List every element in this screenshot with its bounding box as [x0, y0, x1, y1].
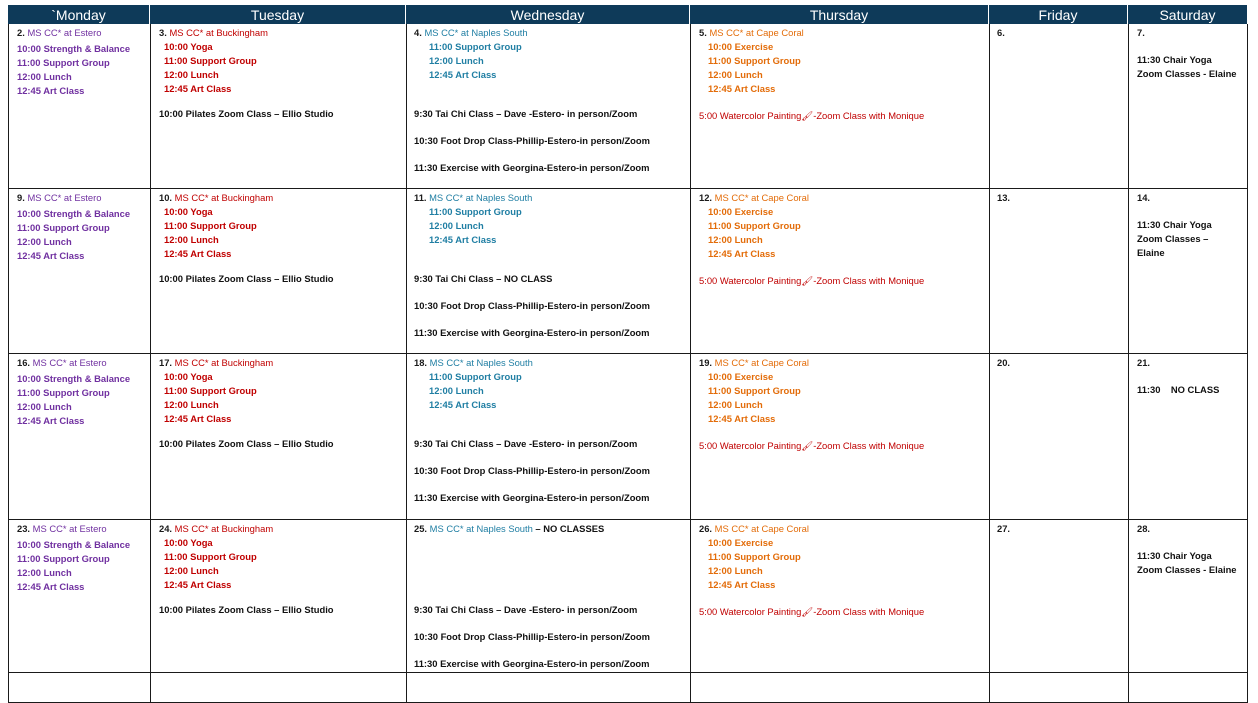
day-cell-empty[interactable] — [8, 673, 150, 703]
day-cell-thursday[interactable] — [690, 520, 989, 673]
day-cell-tuesday[interactable] — [150, 354, 406, 520]
schedule-item: 12:00 Lunch — [708, 234, 763, 245]
day-cell-wednesday[interactable] — [406, 520, 690, 673]
schedule-item: 11:00 Support Group — [164, 220, 257, 231]
schedule-item: 12:45 Art Class — [708, 579, 776, 590]
chair-yoga-note: 11:30 Chair Yoga — [1137, 54, 1212, 65]
day-number: 4. — [414, 27, 422, 38]
schedule-item: 11:00 Support Group — [164, 55, 257, 66]
schedule-item: 12:00 Lunch — [429, 220, 484, 231]
location-label: MS CC* at Buckingham — [174, 357, 274, 368]
day-number: 25. — [414, 523, 428, 534]
schedule-item: 12:45 Art Class — [429, 234, 497, 245]
day-number: 9. — [17, 192, 25, 203]
schedule-item: 12:45 Art Class — [164, 83, 232, 94]
schedule-item: 11:00 Support Group — [708, 55, 801, 66]
schedule-item: 12:00 Lunch — [17, 71, 72, 82]
zoom-class: 11:30 Exercise with Georgina-Estero-in person/Zoom — [414, 327, 650, 338]
day-heading — [699, 192, 809, 204]
zoom-class: 5:00 Watercolor Painting🖌-Zoom Class with Monique — [699, 110, 925, 121]
schedule-item: 12:45 Art Class — [429, 399, 497, 410]
location-label: MS CC* at Naples South — [429, 523, 533, 534]
schedule-item: 11:00 Support Group — [708, 385, 801, 396]
header-thursday: Thursday — [690, 5, 989, 24]
zoom-class: 9:30 Tai Chi Class – Dave -Estero- in person/Zoom — [414, 604, 638, 615]
day-heading — [414, 27, 528, 39]
day-number: 21. — [1137, 357, 1151, 368]
schedule-item: 12:00 Lunch — [17, 567, 72, 578]
schedule-item: 12:45 Art Class — [708, 413, 776, 424]
schedule-item: 12:45 Art Class — [164, 248, 232, 259]
day-number: 26. — [699, 523, 713, 534]
zoom-class: 10:00 Pilates Zoom Class – Ellio Studio — [159, 273, 334, 284]
schedule-item: 11:00 Support Group — [164, 551, 257, 562]
day-cell-empty[interactable] — [690, 673, 989, 703]
schedule-item: 11:00 Support Group — [429, 41, 522, 52]
zoom-class: 9:30 Tai Chi Class – Dave -Estero- in person/Zoom — [414, 108, 638, 119]
chair-yoga-note: 11:30 Chair Yoga — [1137, 550, 1212, 561]
day-cell-friday[interactable] — [989, 520, 1128, 673]
zoom-class: 9:30 Tai Chi Class – Dave -Estero- in person/Zoom — [414, 438, 638, 449]
schedule-item: 12:45 Art Class — [164, 413, 232, 424]
day-heading — [699, 357, 809, 369]
day-cell-monday[interactable] — [8, 520, 150, 673]
day-cell-monday[interactable] — [8, 24, 150, 189]
day-cell-friday[interactable] — [989, 354, 1128, 520]
day-cell-friday[interactable] — [989, 189, 1128, 354]
schedule-item: 12:00 Lunch — [164, 234, 219, 245]
day-cell-empty[interactable] — [150, 673, 406, 703]
day-number: 18. — [414, 357, 428, 368]
day-cell-thursday[interactable] — [690, 189, 989, 354]
no-classes-note: – NO CLASSES — [532, 523, 605, 534]
schedule-item: 11:00 Support Group — [17, 222, 110, 233]
schedule-item: 10:00 Strength & Balance — [17, 373, 131, 384]
day-cell-wednesday[interactable] — [406, 189, 690, 354]
day-number: 16. — [17, 357, 31, 368]
zoom-class: 10:00 Pilates Zoom Class – Ellio Studio — [159, 108, 334, 119]
schedule-item: 11:00 Support Group — [708, 220, 801, 231]
schedule-item: 11:00 Support Group — [17, 553, 110, 564]
zoom-class: 5:00 Watercolor Painting🖌-Zoom Class with Monique — [699, 606, 925, 617]
chair-yoga-note: Zoom Classes – — [1137, 233, 1209, 244]
schedule-item: 11:00 Support Group — [17, 57, 110, 68]
schedule-item: 11:00 Support Group — [164, 385, 257, 396]
zoom-class: 10:00 Pilates Zoom Class – Ellio Studio — [159, 438, 334, 449]
location-label: MS CC* at Cape Coral — [714, 523, 809, 534]
day-number: 19. — [699, 357, 713, 368]
schedule-item: 12:00 Lunch — [164, 69, 219, 80]
day-heading — [17, 192, 101, 204]
day-heading — [159, 523, 273, 535]
day-number: 17. — [159, 357, 173, 368]
location-label: MS CC* at Buckingham — [174, 523, 274, 534]
day-heading — [414, 523, 604, 535]
day-cell-saturday[interactable] — [1128, 189, 1248, 354]
schedule-item: 12:00 Lunch — [708, 69, 763, 80]
day-heading — [17, 523, 107, 535]
schedule-item: 11:00 Support Group — [429, 206, 522, 217]
day-heading — [414, 192, 532, 204]
schedule-item: 12:45 Art Class — [429, 69, 497, 80]
schedule-item: 12:45 Art Class — [17, 250, 85, 261]
day-heading — [159, 357, 273, 369]
chair-yoga-note: Zoom Classes - Elaine — [1137, 564, 1237, 575]
day-cell-empty[interactable] — [406, 673, 690, 703]
day-heading — [159, 192, 273, 204]
day-cell-tuesday[interactable] — [150, 189, 406, 354]
day-cell-saturday[interactable] — [1128, 24, 1248, 189]
schedule-item: 10:00 Exercise — [708, 41, 774, 52]
schedule-item: 10:00 Yoga — [164, 371, 213, 382]
schedule-item: 11:00 Support Group — [708, 551, 801, 562]
zoom-class: 10:30 Foot Drop Class-Phillip-Estero-in person/Zoom — [414, 135, 650, 146]
day-cell-thursday[interactable] — [690, 24, 989, 189]
schedule-item: 12:00 Lunch — [17, 236, 72, 247]
day-number: 27. — [997, 523, 1011, 534]
schedule-item: 12:45 Art Class — [17, 415, 85, 426]
schedule-item: 12:45 Art Class — [17, 85, 85, 96]
day-number: 24. — [159, 523, 173, 534]
day-number: 20. — [997, 357, 1011, 368]
location-label: MS CC* at Estero — [27, 192, 102, 203]
schedule-item: 10:00 Strength & Balance — [17, 208, 131, 219]
day-cell-tuesday[interactable] — [150, 24, 406, 189]
header-saturday: Saturday — [1128, 5, 1248, 24]
zoom-class: 5:00 Watercolor Painting🖌-Zoom Class with Monique — [699, 275, 925, 286]
zoom-class: 10:30 Foot Drop Class-Phillip-Estero-in person/Zoom — [414, 465, 650, 476]
day-number: 2. — [17, 27, 25, 38]
schedule-item: 11:00 Support Group — [17, 387, 110, 398]
location-label: MS CC* at Buckingham — [169, 27, 268, 38]
day-cell-empty[interactable] — [989, 673, 1128, 703]
location-label: MS CC* at Naples South — [429, 192, 533, 203]
calendar-grid — [8, 5, 1248, 695]
day-heading — [159, 27, 268, 39]
day-number: 14. — [1137, 192, 1151, 203]
day-cell-monday[interactable] — [8, 354, 150, 520]
zoom-class: 11:30 Exercise with Georgina-Estero-in person/Zoom — [414, 492, 650, 503]
schedule-item: 10:00 Exercise — [708, 371, 774, 382]
location-label: MS CC* at Cape Coral — [714, 357, 809, 368]
day-number: 12. — [699, 192, 713, 203]
header-tuesday: Tuesday — [150, 5, 406, 24]
day-number: 5. — [699, 27, 707, 38]
day-cell-empty[interactable] — [1128, 673, 1248, 703]
schedule-item: 10:00 Exercise — [708, 206, 774, 217]
schedule-item: 10:00 Exercise — [708, 537, 774, 548]
schedule-item: 12:00 Lunch — [708, 399, 763, 410]
header-monday: `Monday — [8, 5, 150, 24]
location-label: MS CC* at Cape Coral — [714, 192, 809, 203]
header-wednesday: Wednesday — [406, 5, 690, 24]
schedule-item: 12:00 Lunch — [708, 565, 763, 576]
schedule-item: 12:45 Art Class — [708, 83, 776, 94]
schedule-item: 10:00 Yoga — [164, 537, 213, 548]
day-number: 11. — [414, 192, 427, 203]
day-number: 28. — [1137, 523, 1151, 534]
schedule-item: 12:00 Lunch — [17, 401, 72, 412]
day-heading — [414, 357, 533, 369]
zoom-class: 11:30 Exercise with Georgina-Estero-in person/Zoom — [414, 162, 650, 173]
day-number: 3. — [159, 27, 167, 38]
day-cell-thursday[interactable] — [690, 354, 989, 520]
zoom-class: 9:30 Tai Chi Class – NO CLASS — [414, 273, 553, 284]
schedule-item: 12:00 Lunch — [164, 399, 219, 410]
day-heading — [17, 27, 101, 39]
chair-yoga-note: Elaine — [1137, 247, 1165, 258]
day-number: 7. — [1137, 27, 1145, 38]
day-number: 23. — [17, 523, 31, 534]
schedule-item: 11:00 Support Group — [429, 371, 522, 382]
schedule-item: 12:45 Art Class — [17, 581, 85, 592]
zoom-class: 11:30 Exercise with Georgina-Estero-in person/Zoom — [414, 658, 650, 669]
location-label: MS CC* at Naples South — [424, 27, 528, 38]
day-cell-friday[interactable] — [989, 24, 1128, 189]
chair-yoga-note: 11:30 NO CLASS — [1137, 384, 1220, 395]
location-label: MS CC* at Estero — [32, 357, 107, 368]
location-label: MS CC* at Buckingham — [174, 192, 274, 203]
zoom-class: 10:30 Foot Drop Class-Phillip-Estero-in person/Zoom — [414, 300, 650, 311]
zoom-class: 10:00 Pilates Zoom Class – Ellio Studio — [159, 604, 334, 615]
location-label: MS CC* at Estero — [27, 27, 102, 38]
schedule-item: 10:00 Strength & Balance — [17, 43, 131, 54]
header-friday: Friday — [989, 5, 1128, 24]
location-label: MS CC* at Naples South — [429, 357, 533, 368]
schedule-item: 12:00 Lunch — [429, 385, 484, 396]
day-number: 10. — [159, 192, 173, 203]
day-heading — [17, 357, 107, 369]
schedule-item: 12:00 Lunch — [429, 55, 484, 66]
schedule-item: 10:00 Strength & Balance — [17, 539, 131, 550]
day-heading — [699, 523, 809, 535]
day-cell-monday[interactable] — [8, 189, 150, 354]
day-cell-saturday[interactable] — [1128, 354, 1248, 520]
day-number: 6. — [997, 27, 1005, 38]
schedule-item: 10:00 Yoga — [164, 41, 213, 52]
day-cell-saturday[interactable] — [1128, 520, 1248, 673]
chair-yoga-note: 11:30 Chair Yoga — [1137, 219, 1212, 230]
day-cell-wednesday[interactable] — [406, 354, 690, 520]
day-cell-wednesday[interactable] — [406, 24, 690, 189]
location-label: MS CC* at Estero — [32, 523, 107, 534]
location-label: MS CC* at Cape Coral — [709, 27, 804, 38]
day-number: 13. — [997, 192, 1011, 203]
day-heading — [699, 27, 804, 39]
schedule-item: 12:00 Lunch — [164, 565, 219, 576]
chair-yoga-note: Zoom Classes - Elaine — [1137, 68, 1237, 79]
zoom-class: 5:00 Watercolor Painting🖌-Zoom Class with Monique — [699, 440, 925, 451]
day-cell-tuesday[interactable] — [150, 520, 406, 673]
schedule-item: 10:00 Yoga — [164, 206, 213, 217]
zoom-class: 10:30 Foot Drop Class-Phillip-Estero-in person/Zoom — [414, 631, 650, 642]
schedule-item: 12:45 Art Class — [164, 579, 232, 590]
schedule-item: 12:45 Art Class — [708, 248, 776, 259]
